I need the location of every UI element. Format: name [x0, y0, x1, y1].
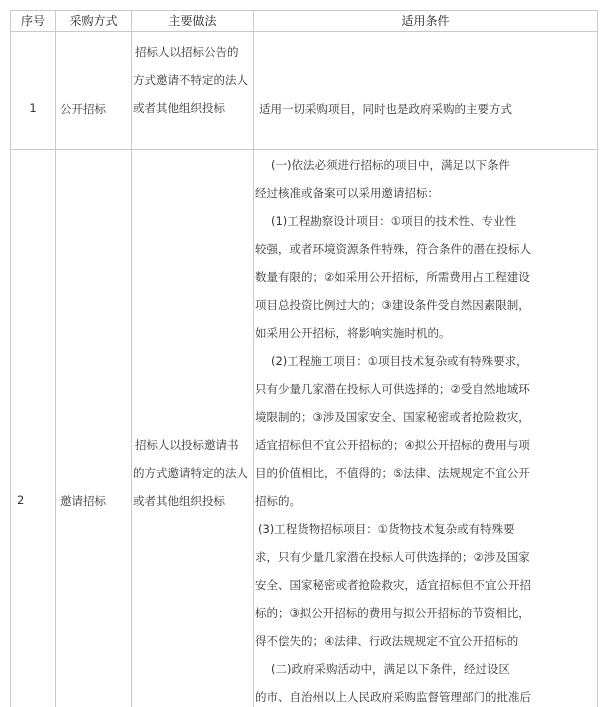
condition-line: (3)工程货物招标项目：①货物技术复杂或有特殊要 — [258, 522, 515, 536]
header-practice: 主要做法 — [168, 14, 217, 28]
row2-practice-line: 招标人以投标邀请书 — [135, 438, 239, 452]
condition-line: 得不偿失的；④法律、行政法规规定不宜公开招标的 — [255, 634, 519, 648]
header-condition: 适用条件 — [401, 14, 450, 28]
column-divider — [55, 10, 56, 707]
table-border-right — [597, 10, 598, 707]
row1-practice-line: 招标人以招标公告的 — [135, 45, 239, 59]
condition-line: (2)工程施工项目：①项目技术复杂或有特殊要求， — [271, 354, 528, 368]
condition-line: 的市、自治州以上人民政府采购监督管理部门的批准后 — [255, 690, 531, 704]
header-method: 采购方式 — [69, 14, 118, 28]
condition-line: 目的价值相比，不值得的；⑤法律、法规规定不宜公开 — [255, 466, 530, 480]
condition-line: 经过核准或备案可以采用邀请招标： — [255, 186, 439, 200]
row2-practice-line: 的方式邀请特定的法人 — [133, 466, 248, 480]
row-divider — [10, 149, 598, 150]
condition-line: 适宜招标但不宜公开招标的；④拟公开招标的费用与项 — [255, 438, 530, 452]
row1-condition: 适用一切采购项目，同时也是政府采购的主要方式 — [259, 102, 512, 116]
condition-line: 安全、国家秘密或者抢险救灾，适宜招标但不宜公开招 — [255, 578, 531, 592]
header-row-divider — [10, 31, 598, 32]
row1-practice-line: 或者其他组织投标 — [133, 101, 225, 115]
condition-line: 项目总投资比例过大的；③建设条件受自然因素限制， — [255, 298, 530, 312]
condition-line: (1)工程勘察设计项目：①项目的技术性、专业性 — [271, 214, 517, 228]
row1-method: 公开招标 — [60, 102, 106, 116]
condition-line: (一)依法必须进行招标的项目中，满足以下条件 — [271, 158, 510, 172]
condition-line: 标的；③拟公开招标的费用与拟公开招标的节资相比， — [255, 606, 530, 620]
condition-line: 招标的。 — [255, 494, 301, 508]
row2-practice-line: 或者其他组织投标 — [133, 494, 225, 508]
condition-line: 较强，或者环境资源条件特殊，符合条件的潜在投标人 — [255, 242, 531, 256]
row1-practice-line: 方式邀请不特定的法人 — [133, 73, 248, 87]
row2-method: 邀请招标 — [60, 494, 106, 508]
row2-no: 2 — [17, 493, 25, 507]
condition-line: 境限制的；③涉及国家安全、国家秘密或者抢险救灾， — [255, 410, 530, 424]
condition-line: 如采用公开招标，将影响实施时机的。 — [255, 326, 451, 340]
condition-line: 求，只有少量几家潜在投标人可供选择的；②涉及国家 — [255, 550, 530, 564]
column-divider — [131, 10, 132, 707]
condition-line: (二)政府采购活动中，满足以下条件，经过设区 — [271, 662, 510, 676]
row1-no: 1 — [29, 101, 37, 115]
condition-line: 数量有限的；②如采用公开招标，所需费用占工程建设 — [255, 270, 530, 284]
condition-line: 只有少量几家潜在投标人可供选择的；②受自然地域环 — [255, 382, 530, 396]
column-divider — [253, 10, 254, 707]
header-no: 序号 — [20, 14, 45, 28]
